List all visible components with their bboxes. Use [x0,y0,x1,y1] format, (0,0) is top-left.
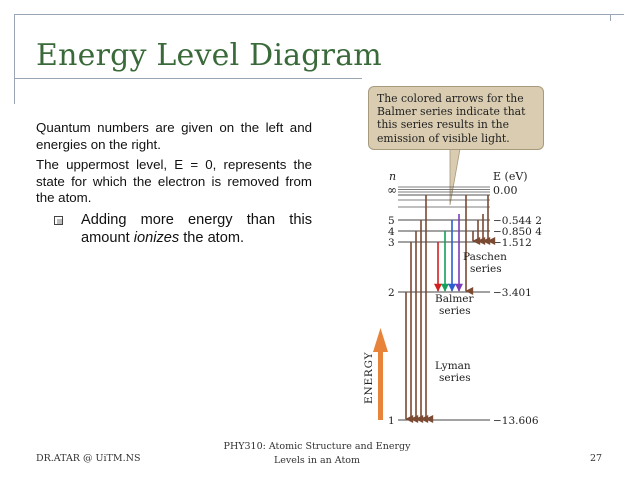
quantum-number-label-n4: 4 [388,226,395,238]
lyman-series-label-line2: series [439,372,471,384]
energy-value-label-n2: −3.401 [493,287,532,299]
paragraph-quantum-numbers: Quantum numbers are given on the left and energies on the right. [36,120,312,152]
ionizes-emphasis: ionizes [133,229,180,246]
quantum-number-label-n3: 3 [388,237,395,249]
balmer-series-label-line1: Balmer [435,293,474,305]
footer-author: DR.ATAR @ UiTM.NS [36,453,141,464]
lyman-series-label-line1: Lyman [435,360,471,372]
footer-course [222,440,412,468]
energy-value-label-n4: −0.850 4 [493,226,542,238]
frame-top-line [14,14,624,15]
page-number: 27 [590,453,603,464]
frame-title-underline [14,78,362,79]
body-text [36,120,312,247]
bullet-text: Adding more energy than this amount ionizes the atom. [81,211,312,246]
infinity-label: ∞ [387,183,397,197]
energy-axis-label: ENERGY [363,351,375,404]
energy-value-label-n5: −0.544 2 [493,215,542,227]
paragraph-uppermost-level: The uppermost level, E = 0, represents the state for which the electron is removed from the atom. [36,157,312,206]
balmer-series-label-line2: series [439,305,471,317]
quantum-number-label-n2: 2 [388,287,395,299]
quantum-number-label-n5: 5 [388,215,395,227]
quantum-number-label-n1: 1 [388,415,395,427]
slide-title: Energy Level Diagram [36,38,382,73]
bullet-ionization [54,211,312,247]
e-header: E (eV) [493,170,528,183]
energy-level-figure [352,80,617,430]
frame-left-line [14,14,15,104]
callout-pointer [450,149,460,205]
n-header: n [389,170,397,183]
ionization-levels [398,187,490,207]
paschen-series-label-line2: series [470,263,502,275]
square-bullet-icon [54,216,63,225]
paschen-series-label-line1: Paschen [463,251,507,263]
energy-value-label-n1: −13.606 [493,415,539,427]
energy-value-label-n3: −1.512 [493,237,532,249]
footer-course-line1: PHY310: Atomic Structure and Energy [223,441,411,452]
frame-right-tick [610,14,611,21]
zero-energy-label: 0.00 [493,184,518,197]
callout-box: The colored arrows for the Balmer series indicate that this series results in the emission of visible light. [368,86,544,150]
footer-course-line2: Levels in an Atom [273,455,361,466]
energy-axis-arrow [373,328,388,420]
